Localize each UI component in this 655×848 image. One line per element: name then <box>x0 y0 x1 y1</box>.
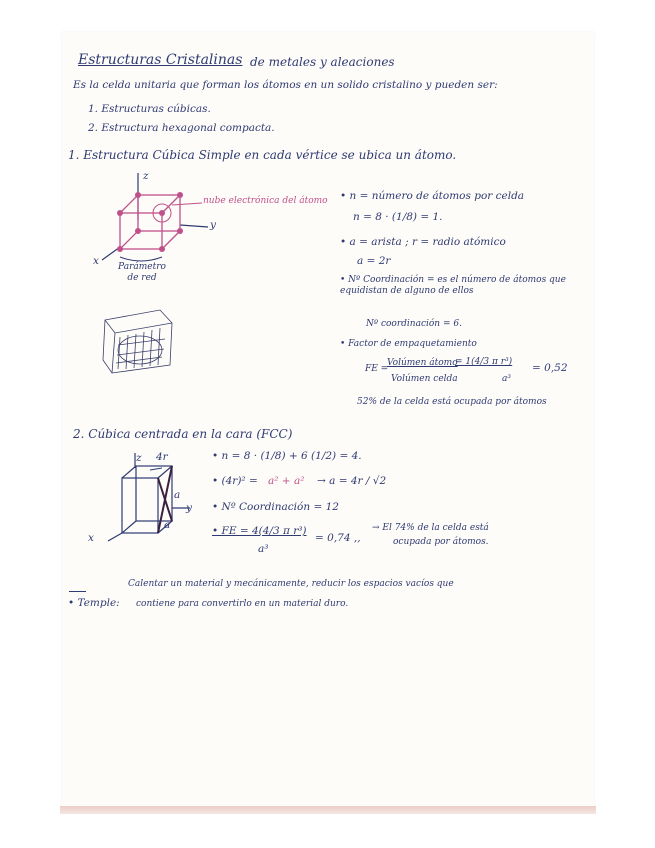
parameter-brace <box>120 257 162 261</box>
label-4r: 4r <box>156 451 168 463</box>
list-item-hexagonal: 2. Estructura hexagonal compacta. <box>88 122 275 134</box>
temple-dash <box>69 591 86 592</box>
label-a: a <box>174 489 181 501</box>
section2-heading: 2. Cúbica centrada en la cara (FCC) <box>73 427 293 441</box>
intro-text: Es la celda unitaria que forman los átomos en un solido cristalino y pueden ser: <box>73 79 498 91</box>
fe-denominator: Volúmen celda <box>391 374 458 384</box>
fe-result: = 0,52 <box>532 362 568 374</box>
title-main: Estructuras Cristalinas <box>78 52 243 68</box>
fcc-coord: • Nº Coordinación = 12 <box>212 501 339 513</box>
fcc-fe-result: = 0,74 ,, <box>315 532 361 544</box>
cloud-pointer <box>172 203 202 205</box>
temple-line2: contiene para convertirlo en un material duro. <box>136 599 349 609</box>
label-a2: a <box>164 519 171 531</box>
bullet-a-def: • a = arista ; r = radio atómico <box>340 236 506 248</box>
y-axis <box>180 225 208 227</box>
fe-mid-numerator: = 1(4/3 π r³) <box>455 357 513 367</box>
cloud-label: nube electrónica del átomo <box>203 196 328 206</box>
title-rest: de metales y aleaciones <box>250 55 395 69</box>
fcc-diagram <box>100 448 210 548</box>
label-z-1: z <box>143 170 149 182</box>
label-x-1: x <box>93 255 99 267</box>
fcc-fe-den: a³ <box>258 543 269 555</box>
label-y-2: y <box>186 502 192 514</box>
label-x-2: x <box>88 532 94 544</box>
fcc-n-calc: • n = 8 · (1/8) + 6 (1/2) = 4. <box>212 450 362 462</box>
x-axis <box>108 533 122 541</box>
fcc-eq-left: • (4r)² = <box>212 475 258 487</box>
temple-label: • Temple: <box>68 597 120 609</box>
label-z-2: z <box>136 452 142 464</box>
fe-numerator: Volúmen átomo <box>387 358 458 368</box>
bullet-a-eq: a = 2r <box>357 255 391 267</box>
section1-heading: 1. Estructura Cúbica Simple en cada vértice se ubica un átomo. <box>68 148 457 162</box>
fe-mid-denominator: a³ <box>502 374 511 384</box>
bullet-fe-def: • Factor de empaquetamiento <box>340 339 477 349</box>
fcc-fe-note-2: ocupada por átomos. <box>393 537 489 547</box>
page-bottom-edge <box>60 806 596 814</box>
fcc-eq-pink: a² + a² <box>268 475 305 487</box>
label-y-1: y <box>210 219 216 231</box>
fcc-eq-right: → a = 4r / √2 <box>317 475 387 487</box>
fcc-fe-left: • FE = 4(4/3 π r³) <box>212 525 307 537</box>
cube-edges <box>120 195 180 249</box>
param-label: Parámetro de red <box>118 262 166 283</box>
cube-sketch <box>100 305 180 375</box>
fe-note: 52% de la celda está ocupada por átomos <box>357 397 547 407</box>
fe-prefix: FE = <box>365 364 389 374</box>
bullet-coord-def: • Nº Coordinación = es el número de átomos que equidistan de alguno de ellos <box>340 275 566 296</box>
bullet-coord-val: Nº coordinación = 6. <box>366 319 462 329</box>
fcc-fe-note-1: → El 74% de la celda está <box>372 523 489 533</box>
bullet-n-def: • n = número de átomos por celda <box>340 190 525 202</box>
list-item-cubic: 1. Estructuras cúbicas. <box>88 103 211 115</box>
bullet-n-calc: n = 8 · (1/8) = 1. <box>353 211 443 223</box>
temple-line1: Calentar un material y mecánicamente, reducir los espacios vacíos que <box>128 579 454 589</box>
